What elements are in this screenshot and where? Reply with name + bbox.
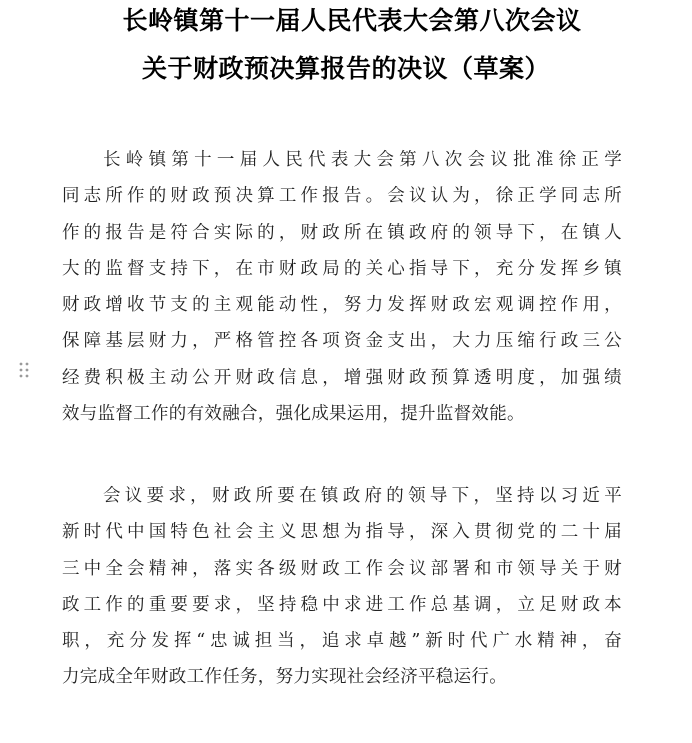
paragraph-line: 会议要求，财政所要在镇政府的领导下，坚持以习近平 xyxy=(103,486,622,506)
paragraph-line: 财政增收节支的主观能动性，努力发挥财政宏观调控作用， xyxy=(62,295,622,316)
document-title-line-1: 长岭镇第十一届人民代表大会第八次会议 xyxy=(122,6,582,35)
paragraph-line: 效与监督工作的有效融合，强化成果运用，提升监督效能。 xyxy=(62,404,525,425)
paragraph-line: 大的监督支持下，在市财政局的关心指导下，充分发挥乡镇 xyxy=(62,258,622,279)
paragraph-line: 三中全会精神，落实各级财政工作会议部署和市领导关于财 xyxy=(62,558,622,579)
paragraph-line: 长岭镇第十一届人民代表大会第八次会议批准徐正学 xyxy=(103,150,622,170)
paragraph-line: 同志所作的财政预决算工作报告。会议认为，徐正学同志所 xyxy=(62,186,622,207)
paragraph-requirements xyxy=(62,478,622,696)
paragraph-line: 经费积极主动公开财政信息，增强财政预算透明度，加强绩 xyxy=(62,367,622,388)
document-title-line-2: 关于财政预决算报告的决议（草案） xyxy=(141,54,550,83)
paragraph-line: 职，充分发挥“忠诚担当，追求卓越”新时代广水精神，奋 xyxy=(62,631,622,652)
paragraph-line: 力完成全年财政工作任务，努力实现社会经济平稳运行。 xyxy=(62,667,507,688)
paragraph-line: 新时代中国特色社会主义思想为指导，深入贯彻党的二十届 xyxy=(62,522,622,543)
paragraph-line: 保障基层财力，严格管控各项资金支出，大力压缩行政三公 xyxy=(62,331,622,352)
drag-handle-icon[interactable] xyxy=(18,361,30,379)
paragraph-line: 政工作的重要要求，坚持稳中求进工作总基调，立足财政本 xyxy=(62,594,622,615)
paragraph-line: 作的报告是符合实际的，财政所在镇政府的领导下，在镇人 xyxy=(62,222,622,243)
paragraph-approval xyxy=(62,142,622,432)
